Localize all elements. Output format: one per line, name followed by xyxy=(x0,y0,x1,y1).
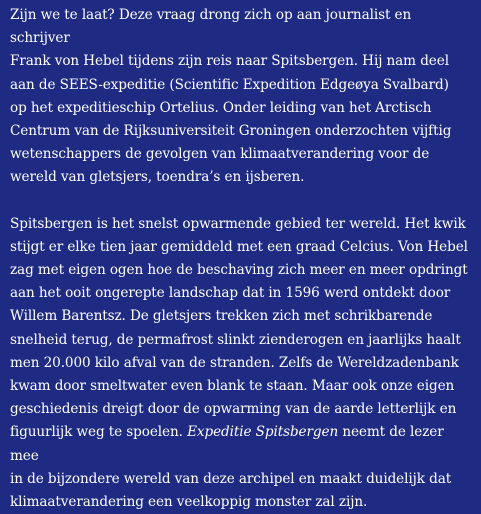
paragraph-main-text-end: neemt de lezer mee in de bijzondere wereld van deze archipel en maakt duidelijk dat klimaatverandering een veelkoppig monster zal zijn. xyxy=(10,424,452,511)
paragraph-main-text-start: Spitsbergen is het snelst opwarmende gebied ter wereld. Het kwik stijgt er elke tien jaar gemiddeld met een graad Celcius. Von Hebel zag met eigen ogen hoe de beschaving zich meer en meer opdringt aan het ooit ongerepte landschap dat in 1596 werd ontdekt door Willem Barentsz. De gletsjers trekken zich met schrikbarende snelheid terug, de permafrost slinkt zienderogen en jaarlijks haalt men 20.000 kilo afval van de stranden. Zelfs de Wereldzadenbank kwam door smeltwater even blank te staan. Maar ook onze eigen geschiedenis dreigt door de opwarming van de aarde letterlijk en figuurlijk weg te spoelen. xyxy=(10,215,468,441)
paragraph-intro xyxy=(10,4,473,190)
book-title: Expeditie Spitsbergen xyxy=(187,424,339,441)
paragraph-main xyxy=(10,213,473,514)
paragraph-intro-text: Zijn we te laat? Deze vraag drong zich op aan journalist en schrijver Frank von Hebel tijdens zijn reis naar Spitsbergen. Hij nam deel aan de SEES-expeditie (Scientific Expedition Edgeøya Svalbard) op het expeditieschip Ortelius. Onder leiding van het Arctisch Centrum van de Rijksuniversiteit Groningen onderzochten vijftig wetenschappers de gevolgen van klimaatverandering voor de wereld van gletsjers, toendra’s en ijsberen. xyxy=(10,7,452,186)
